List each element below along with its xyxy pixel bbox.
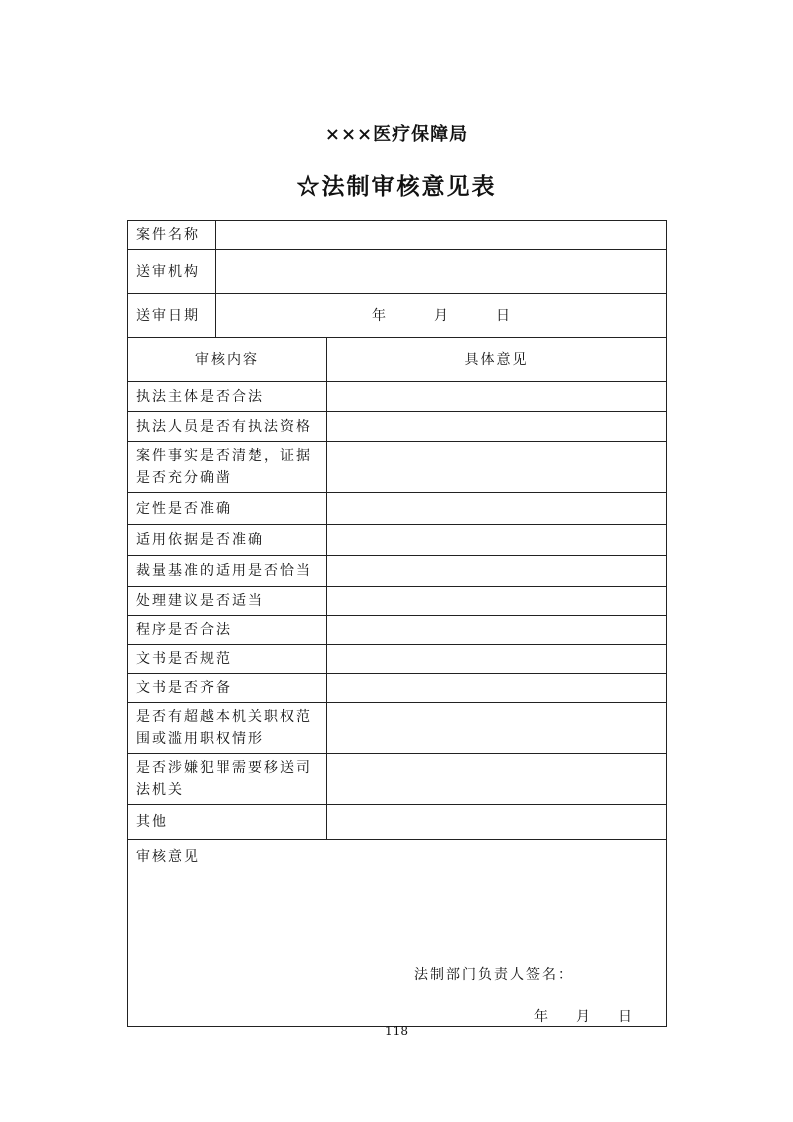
opinion-column-header: 具体意见 [327, 338, 667, 382]
table-row [128, 616, 667, 645]
item-label: 程序是否合法 [128, 616, 327, 645]
table-row [128, 382, 667, 412]
submit-date-row [128, 294, 667, 338]
item-opinion-field[interactable] [327, 703, 667, 754]
date-day: 日 [496, 307, 510, 324]
case-name-row [128, 221, 667, 250]
review-opinion-label: 审核意见 [136, 849, 200, 865]
review-date-year: 年 [534, 1009, 548, 1025]
agency-name: ×××医疗保障局 [324, 124, 469, 145]
item-opinion-field[interactable] [327, 754, 667, 805]
review-date-month: 月 [576, 1009, 590, 1025]
table-row [128, 645, 667, 674]
item-opinion-field[interactable] [327, 674, 667, 703]
item-label: 文书是否规范 [128, 645, 327, 674]
table-row [128, 703, 667, 754]
item-label: 案件事实是否清楚，证据是否充分确凿 [128, 442, 327, 493]
signature-label: 法制部门负责人签名： [414, 967, 574, 983]
item-label: 执法主体是否合法 [128, 382, 327, 412]
submit-org-label: 送审机构 [128, 250, 216, 294]
item-label: 是否涉嫌犯罪需要移送司法机关 [128, 754, 327, 805]
table-row [128, 587, 667, 616]
table-row [128, 556, 667, 587]
table-row [128, 493, 667, 525]
review-form-table [127, 220, 667, 1027]
content-column-header: 审核内容 [128, 338, 327, 382]
submit-date-label: 送审日期 [128, 294, 216, 338]
item-label: 文书是否齐备 [128, 674, 327, 703]
case-name-label: 案件名称 [128, 221, 216, 250]
case-name-field[interactable] [216, 221, 667, 250]
table-row [128, 442, 667, 493]
date-month: 月 [434, 307, 448, 324]
item-label: 裁量基准的适用是否恰当 [128, 556, 327, 587]
item-opinion-field[interactable] [327, 493, 667, 525]
item-opinion-field[interactable] [327, 556, 667, 587]
item-opinion-field[interactable] [327, 382, 667, 412]
review-opinion-field[interactable] [128, 840, 667, 1027]
form-title: ☆法制审核意见表 [296, 173, 497, 200]
item-label: 其他 [128, 805, 327, 840]
table-row [128, 525, 667, 556]
submit-date-field[interactable] [216, 294, 667, 338]
page-number: 118 [385, 1024, 408, 1038]
column-header-row [128, 338, 667, 382]
review-date-day: 日 [618, 1009, 632, 1025]
item-label: 定性是否准确 [128, 493, 327, 525]
item-opinion-field[interactable] [327, 412, 667, 442]
item-label: 适用依据是否准确 [128, 525, 327, 556]
submit-org-field[interactable] [216, 250, 667, 294]
table-row [128, 754, 667, 805]
item-opinion-field[interactable] [327, 616, 667, 645]
item-opinion-field[interactable] [327, 587, 667, 616]
review-opinion-row [128, 840, 667, 1027]
item-opinion-field[interactable] [327, 442, 667, 493]
date-year: 年 [372, 307, 386, 324]
item-opinion-field[interactable] [327, 645, 667, 674]
item-opinion-field[interactable] [327, 525, 667, 556]
submit-org-row [128, 250, 667, 294]
table-row [128, 805, 667, 840]
item-opinion-field[interactable] [327, 805, 667, 840]
table-row [128, 412, 667, 442]
item-label: 执法人员是否有执法资格 [128, 412, 327, 442]
item-label: 处理建议是否适当 [128, 587, 327, 616]
table-row [128, 674, 667, 703]
item-label: 是否有超越本机关职权范围或滥用职权情形 [128, 703, 327, 754]
